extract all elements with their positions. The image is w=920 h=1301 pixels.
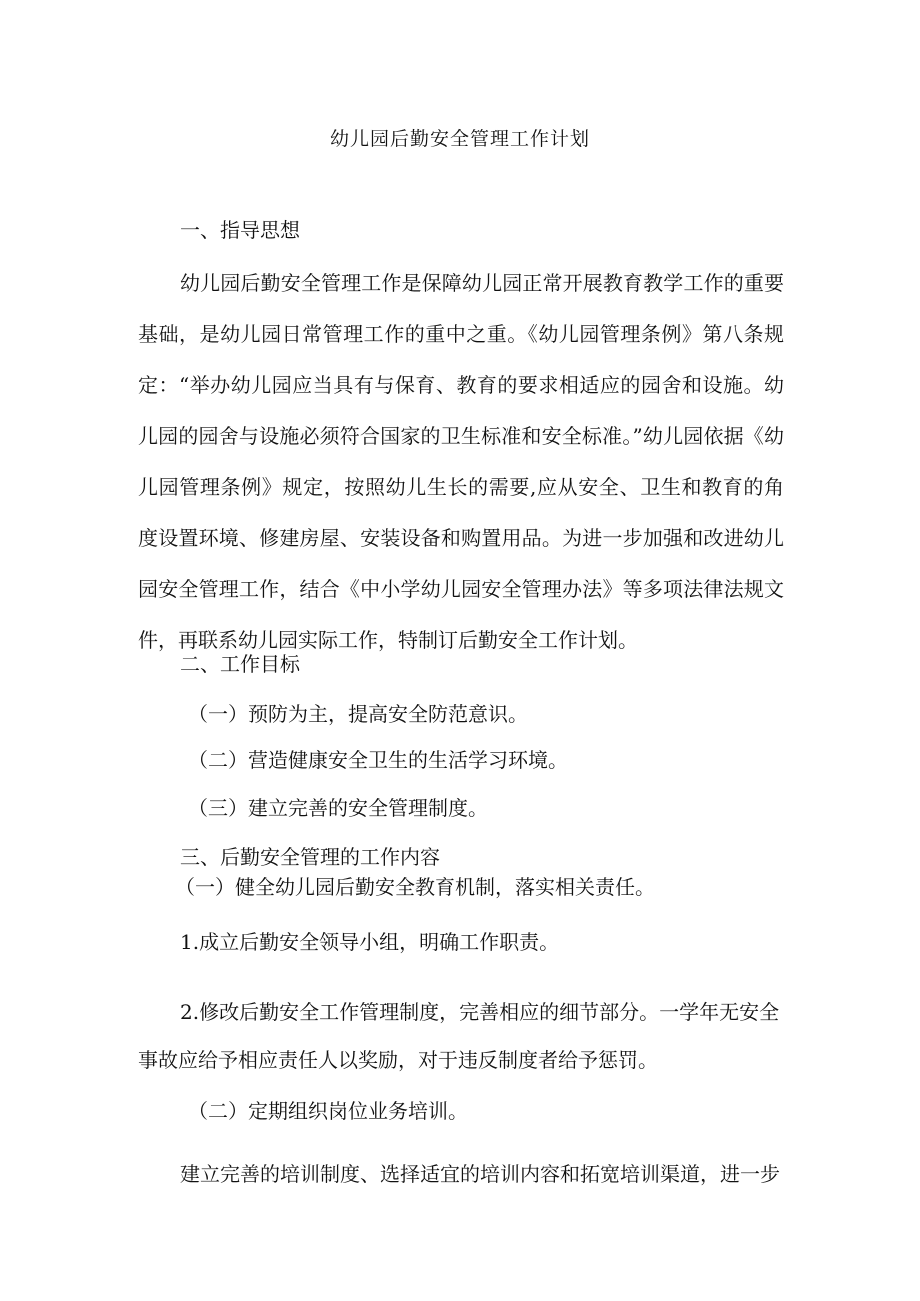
section-3-heading: 三、后勤安全管理的工作内容 (180, 845, 440, 869)
section-1-heading: 一、指导思想 (180, 218, 300, 242)
item-2-line-1: 2.修改后勤安全工作管理制度，完善相应的细节部分。一学年无安全 (180, 1000, 780, 1024)
goal-item-3: （三）建立完善的安全管理制度。 (188, 796, 488, 820)
document-title: 幼儿园后勤安全管理工作计划 (329, 128, 590, 150)
section-3-subheading-1: （一）健全幼儿园后勤安全教育机制，落实相关责任。 (175, 875, 655, 899)
section-3-paragraph-2: 建立完善的培训制度、选择适宜的培训内容和拓宽培训渠道，进一步 (180, 1162, 780, 1186)
item-1: 1.成立后勤安全领导小组，明确工作职责。 (180, 930, 560, 954)
section-3-subheading-2: （二）定期组织岗位业务培训。 (188, 1099, 468, 1123)
section-1-paragraph: 幼儿园后勤安全管理工作是保障幼儿园正常开展教育教学工作的重要基础，是幼儿园日常管理工作的重中之重。《幼儿园管理条例》第八条规定：“举办幼儿园应当具有与保育、教育的要求相适应的园舍和设施。幼儿园的园舍与设施必须符合国家的卫生标准和安全标准。”幼儿园依据《幼儿园管理条例》规定，按照幼儿生长的需要,应从安全、卫生和教育的角度设置环境、修建房屋、安装设备和购置用品。为进一步加强和改进幼儿园安全管理工作，结合《中小学幼儿园安全管理办法》等多项法律法规文件，再联系幼儿园实际工作，特制订后勤安全工作计划。 (138, 271, 784, 652)
item-2-line-2: 事故应给予相应责任人以奖励，对于违反制度者给予惩罚。 (138, 1048, 658, 1072)
section-2-heading: 二、工作目标 (180, 652, 300, 676)
goal-item-1: （一）预防为主，提高安全防范意识。 (188, 702, 528, 726)
goal-item-2: （二）营造健康安全卫生的生活学习环境。 (188, 748, 568, 772)
